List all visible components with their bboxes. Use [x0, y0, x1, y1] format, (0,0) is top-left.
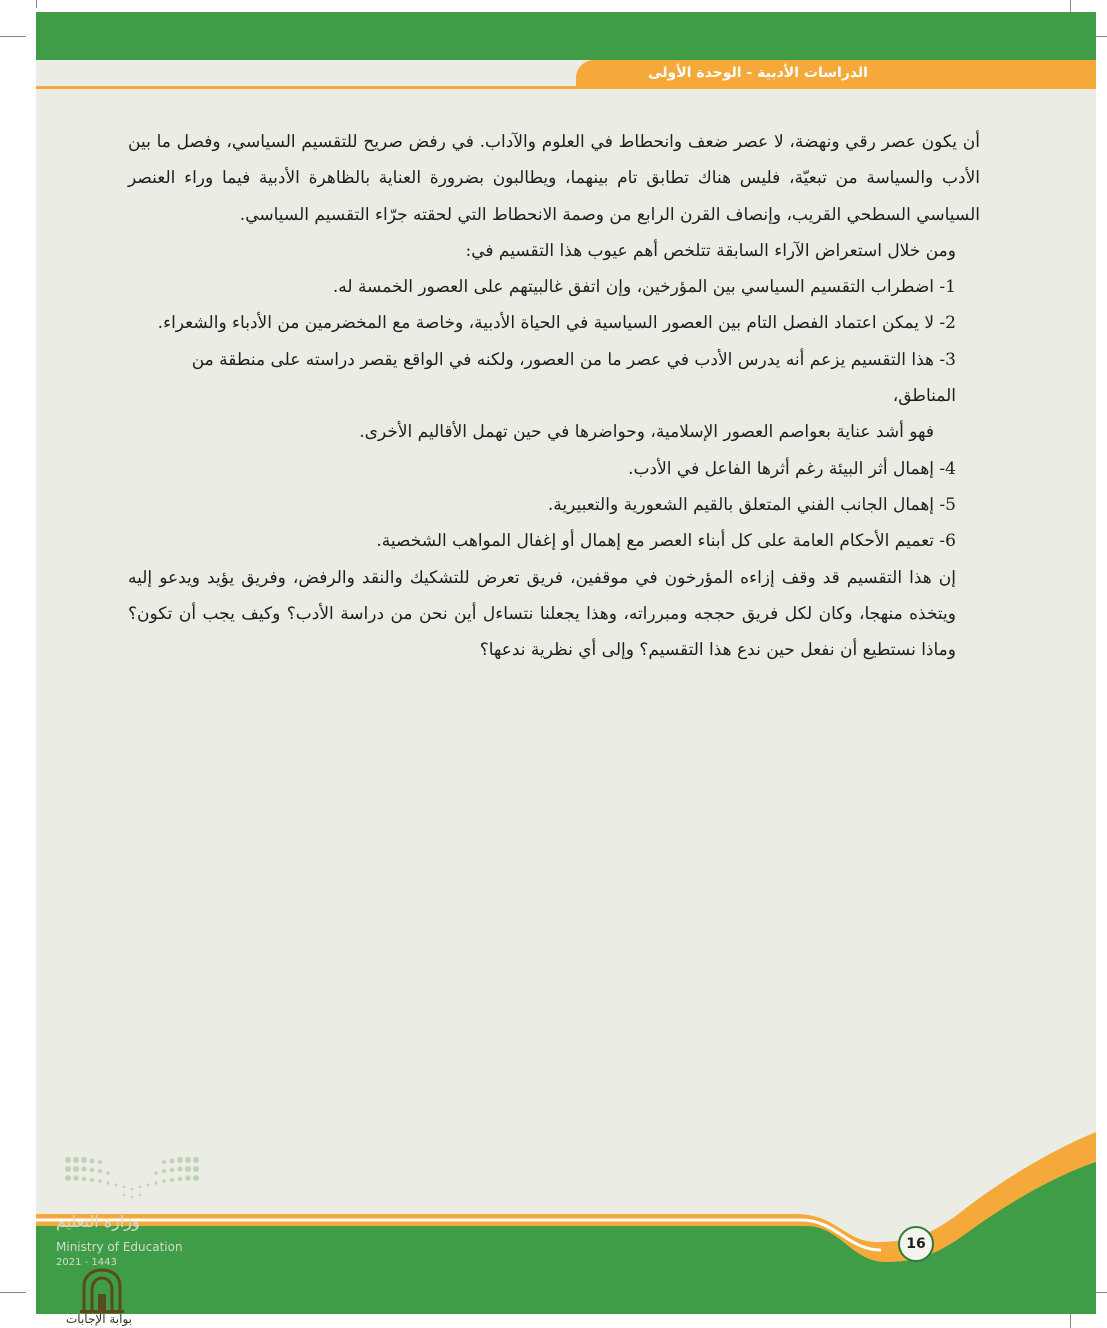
bottom-wave-decoration: [36, 1122, 1096, 1314]
list-item-continuation: فهو أشد عناية بعواصم العصور الإسلامية، وحواضرها في حين تهمل الأقاليم الأخرى.: [359, 422, 934, 443]
crop-mark: [0, 36, 26, 37]
ministry-name-english: Ministry of Education: [56, 1240, 183, 1254]
ministry-name-arabic: وزارة التعليم: [56, 1212, 140, 1231]
list-item: 1- اضطراب التقسيم السياسي بين المؤرخين، وإن اتفق غالبيتهم على العصور الخمسة له.: [332, 277, 956, 298]
page-sheet: [36, 12, 1096, 1326]
header-tab: [576, 60, 1096, 86]
list-item: 3- هذا التقسيم يزعم أنه يدرس الأدب في عصر ما من العصور، ولكنه في الواقع يقصر دراسته على منطقة من المناطق،: [191, 349, 956, 407]
watermark-text: بوابة الإجابات: [66, 1312, 133, 1326]
crop-mark: [0, 1292, 26, 1293]
list-item: 4- إهمال أثر البيئة رغم أثرها الفاعل في الأدب.: [628, 458, 956, 479]
paragraph: أن يكون عصر رقي ونهضة، لا عصر ضعف وانحطاط في العلوم والآداب. في رفض صريح للتقسيم السياسي، وفصل ما بين الأدب والسياسة من تبعيّة، فليس هناك تطابق تام بينهما، ويطالبون بضرورة العناية بالظاهرة الأدبية فيما وراء العنصر السياسي السطحي القريب، وإنصاف القرن الرابع من وصمة الانحطاط التي لحقته جرّاء التقسيم السياسي.: [128, 132, 980, 225]
main-text: [128, 124, 980, 668]
crop-mark: [36, 0, 37, 8]
top-green-band: [36, 12, 1096, 60]
header-orange-line: [36, 86, 1096, 89]
page-header-title: الدراسات الأدبية - الوحدة الأولى: [648, 65, 868, 81]
list-item: 6- تعميم الأحكام العامة على كل أبناء العصر مع إهمال أو إغفال المواهب الشخصية.: [376, 531, 956, 552]
watermark-building-icon: [80, 1266, 124, 1314]
list-item: 2- لا يمكن اعتماد الفصل التام بين العصور السياسية في الحياة الأدبية، وخاصة مع المخضرمين من الأدباء والشعراء.: [157, 313, 956, 334]
paragraph: ومن خلال استعراض الآراء السابقة تتلخص أهم عيوب هذا التقسيم في:: [465, 240, 956, 261]
paragraph: إن هذا التقسيم قد وقف إزاءه المؤرخون في موقفين، فريق تعرض للتشكيك والنقد والرفض، وفريق يؤيد ويدعو إليه ويتخذه منهجا، وكان لكل فريق حججه ومبرراته، وهذا يجعلنا نتساءل أين نحن من دراسة الأدب؟ وكيف يجب أن تكون؟ وماذا نستطيع أن نفعل حين ندع هذا التقسيم؟ وإلى أي نظرية ندعها؟: [128, 567, 956, 661]
list-item: 5- إهمال الجانب الفني المتعلق بالقيم الشعورية والتعبيرية.: [547, 494, 956, 515]
ministry-year: 2021 - 1443: [56, 1257, 117, 1268]
page-number: 16: [898, 1226, 934, 1262]
